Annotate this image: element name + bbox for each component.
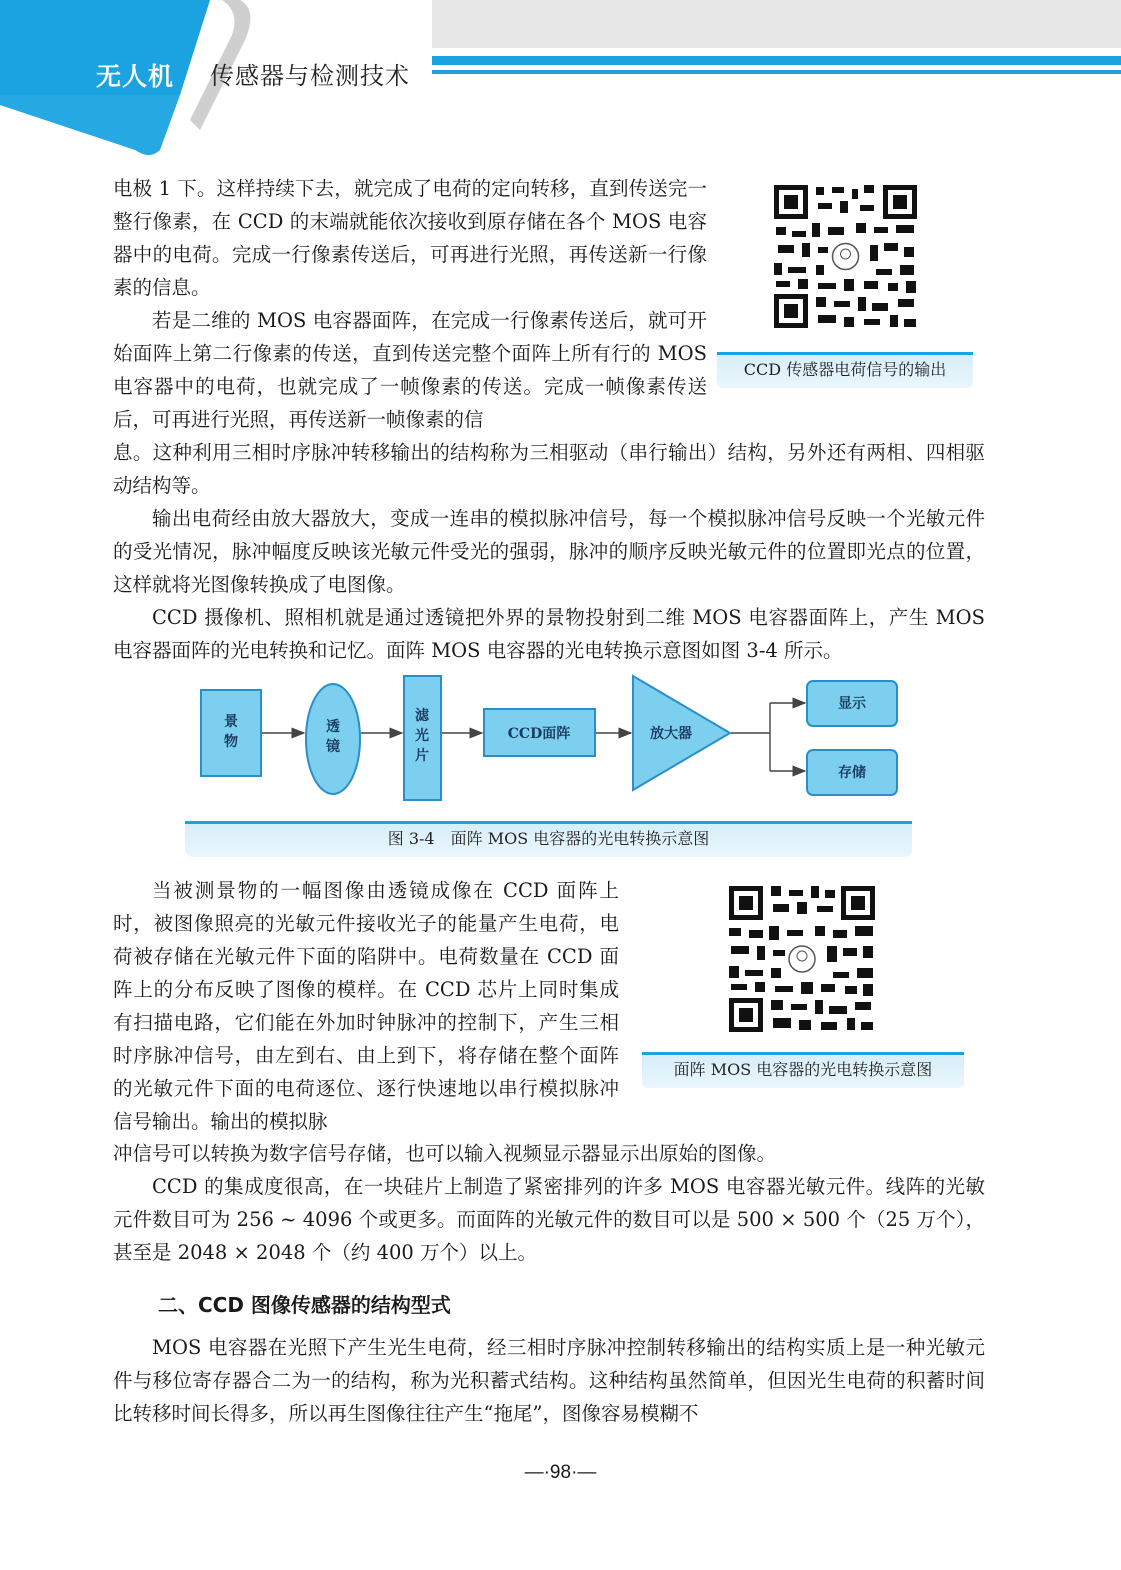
lens-label-1: 透 bbox=[326, 719, 340, 735]
paragraph-1: 电极 1 下。这样持续下去，就完成了电荷的定向转移，直到传送完一整行像素，在 CCD 的末端就能依次接收到原存储在各个 MOS 电容器中的电荷。完成一行像素传送后，可再进行光照，再传送新一行像素的信息。 若是二维的 MOS 电容器面阵，在完成一行像素传送后，就可开始面阵上第二行像素的传送，直到传送完整个面阵上所有行的 MOS 电容器中的电荷，也就完成了一帧像素的传送。完成一帧像素传送后，可再进行光照，再传送新一帧像素的信 bbox=[113, 172, 707, 436]
scene-label-1: 景 bbox=[224, 714, 238, 730]
header-book-title: 传感器与检测技术 bbox=[210, 62, 410, 90]
figure-caption: 图 3-4 面阵 MOS 电容器的光电转换示意图 bbox=[387, 829, 710, 848]
header-book-name: 无人机 bbox=[96, 62, 175, 91]
filter-label-1: 滤 bbox=[415, 708, 429, 724]
section-heading: 二、CCD 图像传感器的结构型式 bbox=[158, 1293, 451, 1317]
qr-code-2[interactable] bbox=[727, 884, 877, 1034]
qr-caption-1: CCD 传感器电荷信号的输出 bbox=[743, 360, 947, 379]
page-number-value: 98 bbox=[549, 1462, 572, 1483]
figure-3-4-diagram bbox=[190, 672, 910, 812]
storage-label: 存储 bbox=[838, 765, 866, 781]
ccd-label: CCD面阵 bbox=[507, 726, 571, 742]
display-label: 显示 bbox=[838, 696, 866, 712]
lens-label-2: 镜 bbox=[326, 739, 340, 755]
scene-label-2: 物 bbox=[224, 734, 238, 750]
filter-label-3: 片 bbox=[415, 748, 429, 764]
paragraph-6: CCD 的集成度很高，在一块硅片上制造了紧密排列的许多 MOS 电容器光敏元件。线阵的光敏元件数目可为 256 ~ 4096 个或更多。而面阵的光敏元件的数目可以是 500 × 500 个（25 万个），甚至是 2048 × 2048 个（约 400 万个）以上。 bbox=[113, 1175, 985, 1264]
paragraph-2-end: 息。这种利用三相时序脉冲转移输出的结构称为三相驱动（串行输出）结构，另外还有两相、四相驱动结构等。 输出电荷经由放大器放大，变成一连串的模拟脉冲信号，每一个模拟脉冲信号反映一个光敏元件的受光情况，脉冲幅度反映该光敏元件受光的强弱，脉冲的顺序反映光敏元件的位置即光点的位置，这样就将光图像转换成了电图像。 CCD 摄像机、照相机就是通过透镜把外界的景物投射到二维 MOS 电容器面阵上，产生 MOS 电容器面阵的光电转换和记忆。面阵 MOS 电容器的光电转换示意图如图 3-4 所示。 bbox=[113, 436, 985, 667]
paragraph-5: 当被测景物的一幅图像由透镜成像在 CCD 面阵上时，被图像照亮的光敏元件接收光子的能量产生电荷，电荷被存储在光敏元件下面的陷阱中。电荷数量在 CCD 面阵上的分布反映了图像的模样。在 CCD 芯片上同时集成有扫描电路，它们能在外加时钟脉冲的控制下，产生三相时序脉冲信号，由左到右、由上到下，将存储在整个面阵的光敏元件下面的电荷逐位、逐行快速地以串行模拟脉冲信号输出。输出的模拟脉 bbox=[113, 879, 619, 1133]
page-number: —·98·— bbox=[524, 1462, 597, 1483]
qr-caption-2: 面阵 MOS 电容器的光电转换示意图 bbox=[673, 1060, 933, 1079]
filter-label-2: 光 bbox=[415, 728, 429, 744]
scene-box bbox=[201, 690, 261, 776]
paragraph-5-end: 冲信号可以转换为数字信号存储，也可以输入视频显示器显示出原始的图像。 CCD 的集成度很高，在一块硅片上制造了紧密排列的许多 MOS 电容器光敏元件。线阵的光敏元件数目可为 256 ~ 4096 个或更多。而面阵的光敏元件的数目可以是 500 × 500 个（25 万个），甚至是 2048 × 2048 个（约 400 万个）以上。 bbox=[113, 1137, 985, 1269]
paragraph-3: 输出电荷经由放大器放大，变成一连串的模拟脉冲信号，每一个模拟脉冲信号反映一个光敏元件的受光情况，脉冲幅度反映该光敏元件受光的强弱，脉冲的顺序反映光敏元件的位置即光点的位置，这样就将光图像转换成了电图像。 bbox=[113, 507, 985, 596]
paragraph-7: MOS 电容器在光照下产生光生电荷，经三相时序脉冲控制转移输出的结构实质上是一种光敏元件与移位寄存器合二为一的结构，称为光积蓄式结构。这种结构虽然简单，但因光生电荷的积蓄时间比转移时间长得多，所以再生图像往往产生“拖尾”，图像容易模糊不 bbox=[113, 1336, 985, 1425]
amplifier-label: 放大器 bbox=[650, 726, 692, 742]
paragraph-2-start: 若是二维的 MOS 电容器面阵，在完成一行像素传送后，就可开始面阵上第二行像素的传送，直到传送完整个面阵上所有行的 MOS 电容器中的电荷，也就完成了一帧像素的传送。完成一帧像素传送后，可再进行光照，再传送新一帧像素的信 bbox=[113, 309, 707, 431]
paragraph-4: CCD 摄像机、照相机就是通过透镜把外界的景物投射到二维 MOS 电容器面阵上，产生 MOS 电容器面阵的光电转换和记忆。面阵 MOS 电容器的光电转换示意图如图 3-4 所示。 bbox=[113, 606, 985, 662]
qr-code-1[interactable] bbox=[772, 183, 919, 330]
